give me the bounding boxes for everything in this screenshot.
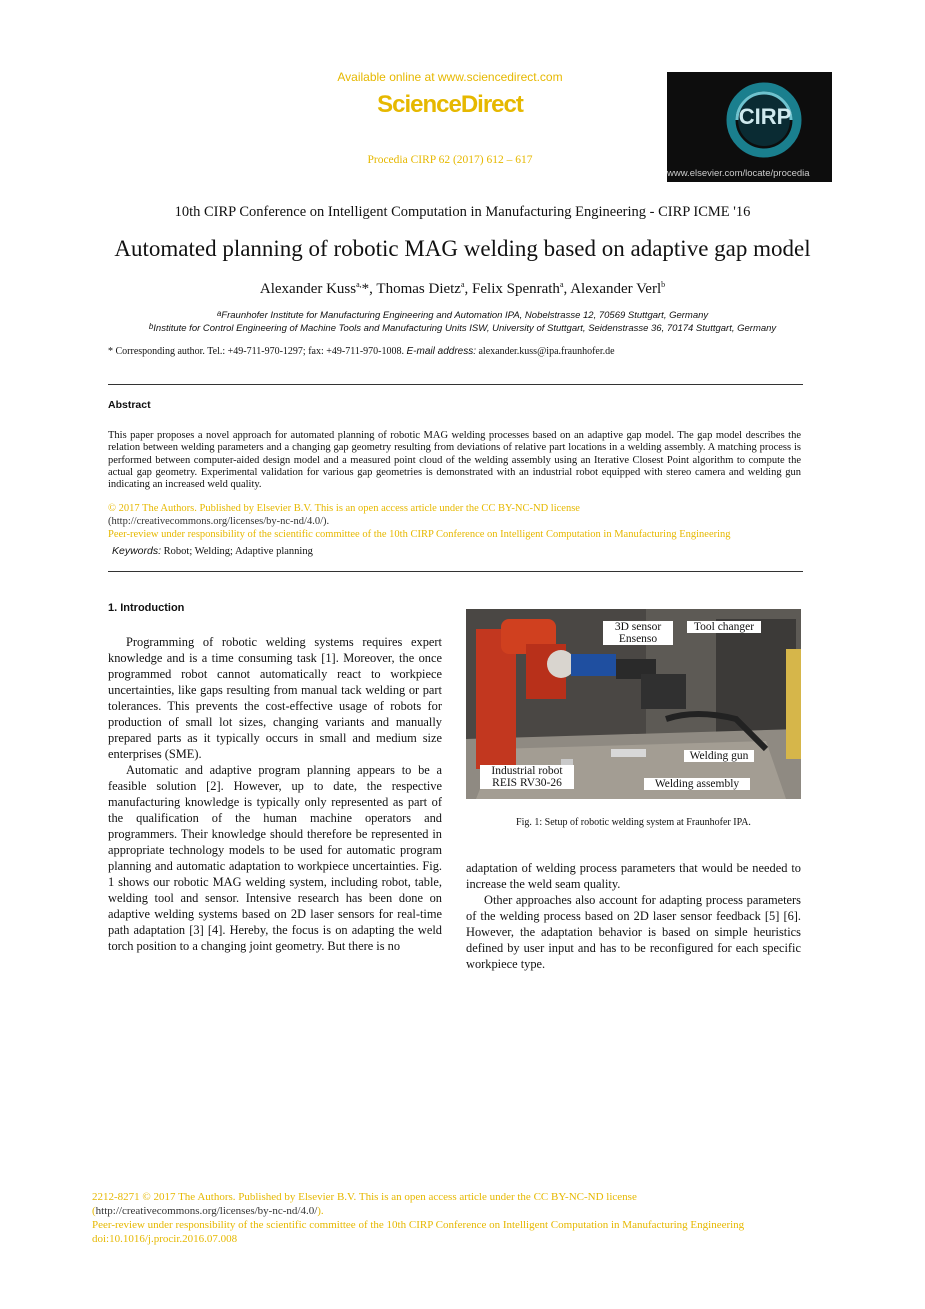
author-name: Alexander Kuss — [259, 281, 357, 297]
conference-name: 10th CIRP Conference on Intelligent Computation in Manufacturing Engineering - CIRP ICME '16 — [174, 204, 751, 220]
abstract-heading: Abstract — [108, 399, 151, 411]
paper-title: Automated planning of robotic MAG welding based on adaptive gap model — [114, 236, 811, 261]
paragraph: adaptation of welding process parameters that would be needed to increase the weld seam quality. — [466, 861, 801, 891]
left-column — [108, 634, 442, 954]
right-column — [466, 860, 801, 972]
footer — [92, 1190, 812, 1246]
cirp-logo — [667, 72, 832, 182]
footer-peer-review-line: Peer-review under responsibility of the scientific committee of the 10th CIRP Conference on Intelligent Computation in Manufacturing Engineering — [92, 1219, 745, 1231]
keywords: Keywords: Robot; Welding; Adaptive planning — [112, 545, 313, 557]
abstract-license-link[interactable]: (http://creativecommons.org/licenses/by-nc-nd/4.0/). — [108, 516, 330, 527]
author-name: Alexander Verl — [570, 281, 662, 297]
sciencedirect-logo: ScienceDirect — [377, 91, 523, 118]
abstract-peer-review: Peer-review under responsibility of the scientific committee of the 10th CIRP Conference on Intelligent Computation in Manufacturing Engineering — [108, 529, 731, 540]
label-welding-assembly: Welding assembly — [644, 778, 750, 790]
author-name: Thomas Dietz — [376, 281, 461, 297]
available-online-text: Available online at www.sciencedirect.com — [337, 70, 563, 84]
footer-license-link[interactable]: http://creativecommons.org/licenses/by-nc-nd/4.0/ — [95, 1205, 318, 1217]
cirp-logo-text: CIRP — [738, 104, 792, 129]
paragraph: Automatic and adaptive program planning appears to be a feasible solution [2]. However, up to date, the respective manufacturing knowledge is typically only represented as part of the qualification of the human machine operators and programmers. Their knowledge should therefore be represented in appropriate technology models to be used for automatic program planning and automatic adaptation to workpiece uncertainties. Fig. 1 shows our robotic MAG welding system, including robot, table, welding tool and sensor. Intensive research has been done on adaptive welding systems based on 2D laser sensors for real-time path adaptation [3] [4]. Hereby, the focus is on adapting the weld torch position to a changing joint geometry. But there is no — [108, 763, 442, 953]
footer-license-line: (http://creativecommons.org/licenses/by-nc-nd/4.0/). — [92, 1205, 324, 1217]
corresponding-author: * Corresponding author. Tel.: +49-711-970-1297; fax: +49-711-970-1008. E-mail address: alexander.kuss@ipa.fraunhofer.de — [108, 346, 615, 357]
label-3d-sensor: 3D sensor Ensenso — [603, 621, 673, 645]
elsevier-url[interactable]: www.elsevier.com/locate/procedia — [667, 168, 810, 179]
email-link[interactable]: alexander.kuss@ipa.fraunhofer.de — [478, 346, 615, 357]
journal-reference: Procedia CIRP 62 (2017) 612 – 617 — [367, 154, 533, 166]
footer-doi[interactable]: doi:10.1016/j.procir.2016.07.008 — [92, 1233, 238, 1245]
section-heading: 1. Introduction — [108, 602, 185, 614]
abstract-text: This paper proposes a novel approach for automated planning of robotic MAG welding processes based on an adaptive gap model. The gap model describes the relation between welding parameters and a changing gap geometry resulting from deviations of relative part locations in a welding assembly. A matching process is performed between computer-aided design model and a measured point cloud of the welding assembly using an Iterative Closest Point algorithm to compute the actual gap geometry. Experimental validation for various gap geometries is demonstrated with an industrial robot equipped with stereo camera and welding gun indicating an increased weld quality. — [108, 430, 801, 491]
divider-top — [108, 384, 803, 385]
figure-caption: Fig. 1: Setup of robotic welding system at Fraunhofer IPA. — [516, 817, 751, 828]
affiliation-b: $^b$Institute for Control Engineering of Machine Tools and Manufacturing Units ISW, University of Stuttgart, Seidenstrasse 36, 70174 Stuttgart, Germany — [148, 322, 777, 334]
label-welding-gun: Welding gun — [684, 750, 754, 762]
author-name: Felix Spenrath — [472, 281, 560, 297]
abstract-copyright: © 2017 The Authors. Published by Elsevier B.V. This is an open access article under the CC BY-NC-ND license — [108, 503, 580, 514]
figure-photo — [466, 609, 801, 799]
author-list: Alexander Kuss$^{a,}$*, Thomas Dietz$^a$, Felix Spenrath$^a$, Alexander Verl$^b$ — [259, 280, 666, 297]
affiliation-a: $^a$Fraunhofer Institute for Manufacturing Engineering and Automation IPA, Nobelstrasse 12, 70569 Stuttgart, Germany — [216, 309, 709, 321]
divider-bottom — [108, 571, 803, 572]
footer-issn-line: 2212-8271 © 2017 The Authors. Published by Elsevier B.V. This is an open access article under the CC BY-NC-ND license — [92, 1191, 637, 1203]
paragraph: Programming of robotic welding systems requires expert knowledge and is a time consuming task [1]. Moreover, the once programmed robot cannot automatically react to workpiece uncertainties, like gaps resulting from manual tack welding or part tolerances. This prevents the cost-effective usage of robots for production of small lot sizes, changing variants and manually prepared parts as it typically occurs in small and medium size enterprises (SME). — [108, 635, 442, 761]
label-tool-changer: Tool changer — [687, 621, 761, 633]
paragraph: Other approaches also account for adapting process parameters of the welding process based on 2D laser sensor feedback [5] [6]. However, the adaptation behavior is based on simple heuristics defined by user input and has to be reconfigured for each specific workpiece type. — [466, 893, 801, 971]
label-industrial-robot: Industrial robot REIS RV30-26 — [480, 765, 574, 789]
